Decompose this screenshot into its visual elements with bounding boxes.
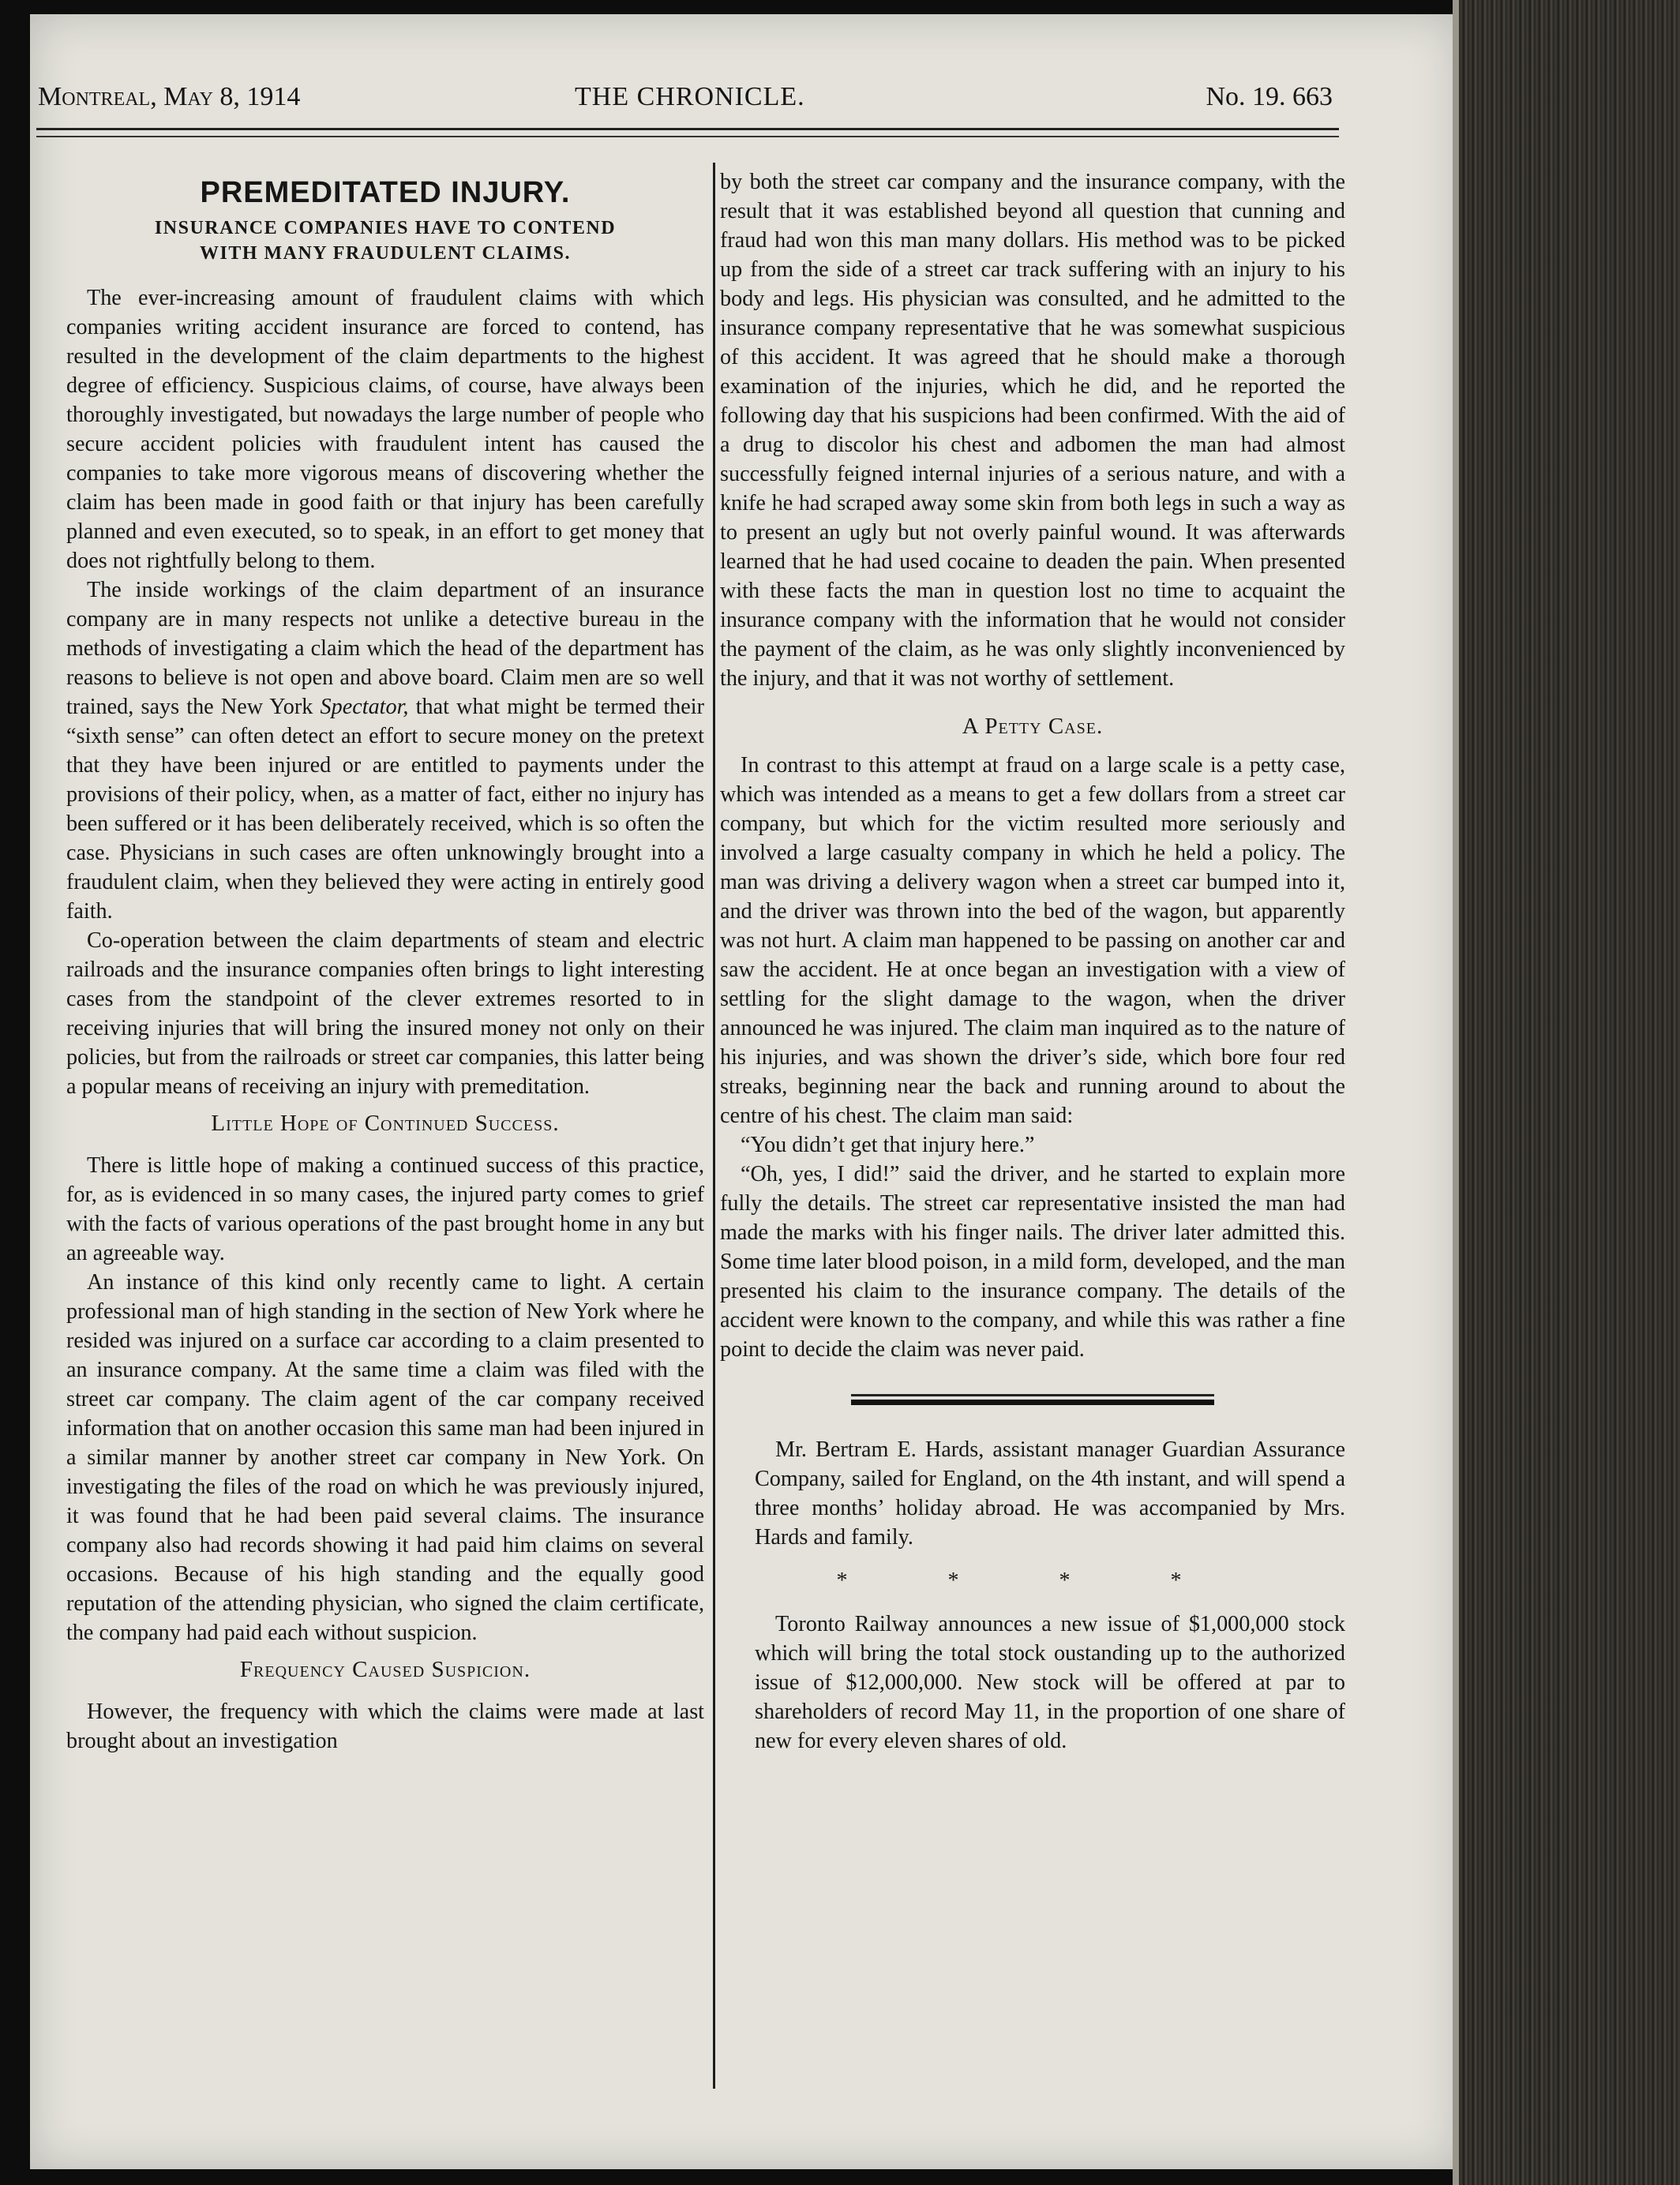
asterism: * * * * (836, 1568, 1229, 1593)
section-divider (851, 1394, 1214, 1408)
publication-name: Spectator, (320, 695, 409, 719)
paragraph: The ever-increasing amount of fraudulent claims with which companies writing accident insurance are forced to contend, has resulted in the development of the claim departments to the highest degree of efficiency. Suspicious claims, of course, have always been thoroughly investigated, but nowadays the large number of people who secure accident policies with fraudulent intent has caused the companies to take more vigorous means of discovering whether the claim has been made in good faith or that injury has been carefully planned and even executed, so to speak, in an effort to get money that does not rightfully belong to them. (66, 286, 704, 573)
paragraph-text: that what might be termed their “sixth sense” can often detect an effort to secure money on the pretext that they have been injured or are entitled to payments under the provisions of their policy, when, as a matter of fact, either no injury has been suffered or it has been deliberately received, which is so often the case. Physicians in such cases are often unknowingly brought into a fraudulent claim, when they believed they were acting in entirely good faith. (66, 695, 704, 924)
section-heading: Little Hope of Continued Success. (211, 1111, 560, 1136)
paragraph: In contrast to this attempt at fraud on a large scale is a petty case, which was intended as a means to get a few dollars from a street car company, but which for the victim resulted more seriously and involved a large casualty company in which he held a policy. The man was driving a delivery wagon when a street car bumped into it, and the driver was thrown into the bed of the wagon, but apparently was not hurt. A claim man happened to be passing on another car and saw the accident. He at once began an investigation with a view of settling for the slight damage to the wagon, when the driver announced he was injured. The claim man inquired as to the nature of his injuries, and was shown the driver’s side, which bore four red streaks, beginning near the back and running around to about the centre of his chest. The claim man said: (720, 753, 1345, 1128)
paragraph (66, 575, 704, 926)
subtitle-line-1: INSURANCE COMPANIES HAVE TO CONTEND (154, 218, 617, 238)
header-rule-thin (36, 136, 1339, 137)
quote: “You didn’t get that injury here.” (741, 1133, 1035, 1157)
section-heading: Frequency Caused Suspicion. (239, 1657, 531, 1682)
paragraph: However, the frequency with which the claims were made at last brought about an investigation (66, 1700, 704, 1753)
paragraph: An instance of this kind only recently came to light. A certain professional man of high standing in the section of New York where he resided was injured on a surface car according to a claim presented to an insurance company. At the same time a claim was filed with the street car company. The claim agent of the car company received information that on another occasion this same man had been injured in a similar manner by another street car company in New York. On investigating the files of the road on which he was previously injured, it was found that he had been paid several claims. The insurance company also had records showing it had paid him claims on several occasions. Because of his high standing and the equally good reputation of the attending physician, who signed the claim certificate, the company had paid each without suspicion. (66, 1270, 704, 1645)
paragraph: Co-operation between the claim departments of steam and electric railroads and the insurance companies often brings to light interesting cases from the standpoint of the clever extremes resorted to in receiving injuries that will bring the insured money not only on their policies, but from the railroads or street car companies, this latter being a popular means of receiving an injury with premeditation. (66, 928, 704, 1099)
paragraph: There is little hope of making a continued success of this practice, for, as is evidenced in so many cases, the injured party comes to grief with the facts of various operations of the past brought home in any but an agreeable way. (66, 1153, 704, 1265)
paragraph: by both the street car company and the insurance company, with the result that it was established beyond all question that cunning and fraud had won this man many dollars. His method was to be picked up from the side of a street car track suffering with an injury to his body and legs. His physician was consulted, and he admitted to the insurance company representative that he was somewhat suspicious of this accident. It was agreed that he should make a thorough examination of the injuries, which he did, and he reported the following day that his suspicions had been confirmed. With the aid of a drug to discolor his chest and adbomen the man had almost successfully feigned internal injuries of a serious nature, and with a knife he had scraped away some skin from both legs in such a way as to present an ugly but not overly painful wound. It was afterwards learned that he had used cocaine to deaden the pain. When presented with these facts the man in question lost no time to acquaint the insurance company with the information that he would not consider the payment of the claim, as he was only slightly inconvenienced by the injury, and that it was not worthy of settlement. (720, 170, 1345, 691)
paragraph: “Oh, yes, I did!” said the driver, and he started to explain more fully the details. The street car representative insisted the man had made the marks with his finger nails. The driver later admitted this. Some time later blood poison, in a mild form, developed, and the man presented his claim to the insurance company. The details of the accident were known to the company, and while this was rather a fine point to decide the claim was never paid. (720, 1162, 1345, 1362)
subtitle-line-2: WITH MANY FRAUDULENT CLAIMS. (199, 243, 572, 264)
header-rule (36, 128, 1339, 130)
news-item: Mr. Bertram E. Hards, assistant manager Guardian Assurance Company, sailed for England, on the 4th instant, and will spend a three months’ holiday abroad. He was accompanied by Mrs. Hards and family. (755, 1437, 1345, 1550)
book-spine (1459, 0, 1680, 2185)
column-left (66, 167, 704, 1756)
article-subtitle (66, 216, 704, 266)
news-item: Toronto Railway announces a new issue of $1,000,000 stock which will bring the total stock oustanding up to the authorized issue of $12,000,000. New stock will be offered at par to shareholders of record May 11, in the proportion of one share of new for every eleven shares of old. (755, 1612, 1345, 1753)
section-heading: A Petty Case. (962, 714, 1104, 739)
header-date: Montreal, May 8, 1914 (38, 82, 301, 111)
article-title: PREMEDITATED INJURY. (200, 176, 571, 209)
header-issue-page: No. 19. 663 (1206, 82, 1333, 111)
paragraph-text: The inside workings of the claim department of an insurance company are in many respects not unlike a detective bureau in the methods of investigating a claim which the head of the department has reasons to believe is not open and above board. Claim men are so well trained, says the New York (66, 578, 704, 719)
column-right (720, 167, 1345, 1756)
header-publication: THE CHRONICLE. (575, 82, 805, 111)
column-separator (713, 163, 715, 2089)
